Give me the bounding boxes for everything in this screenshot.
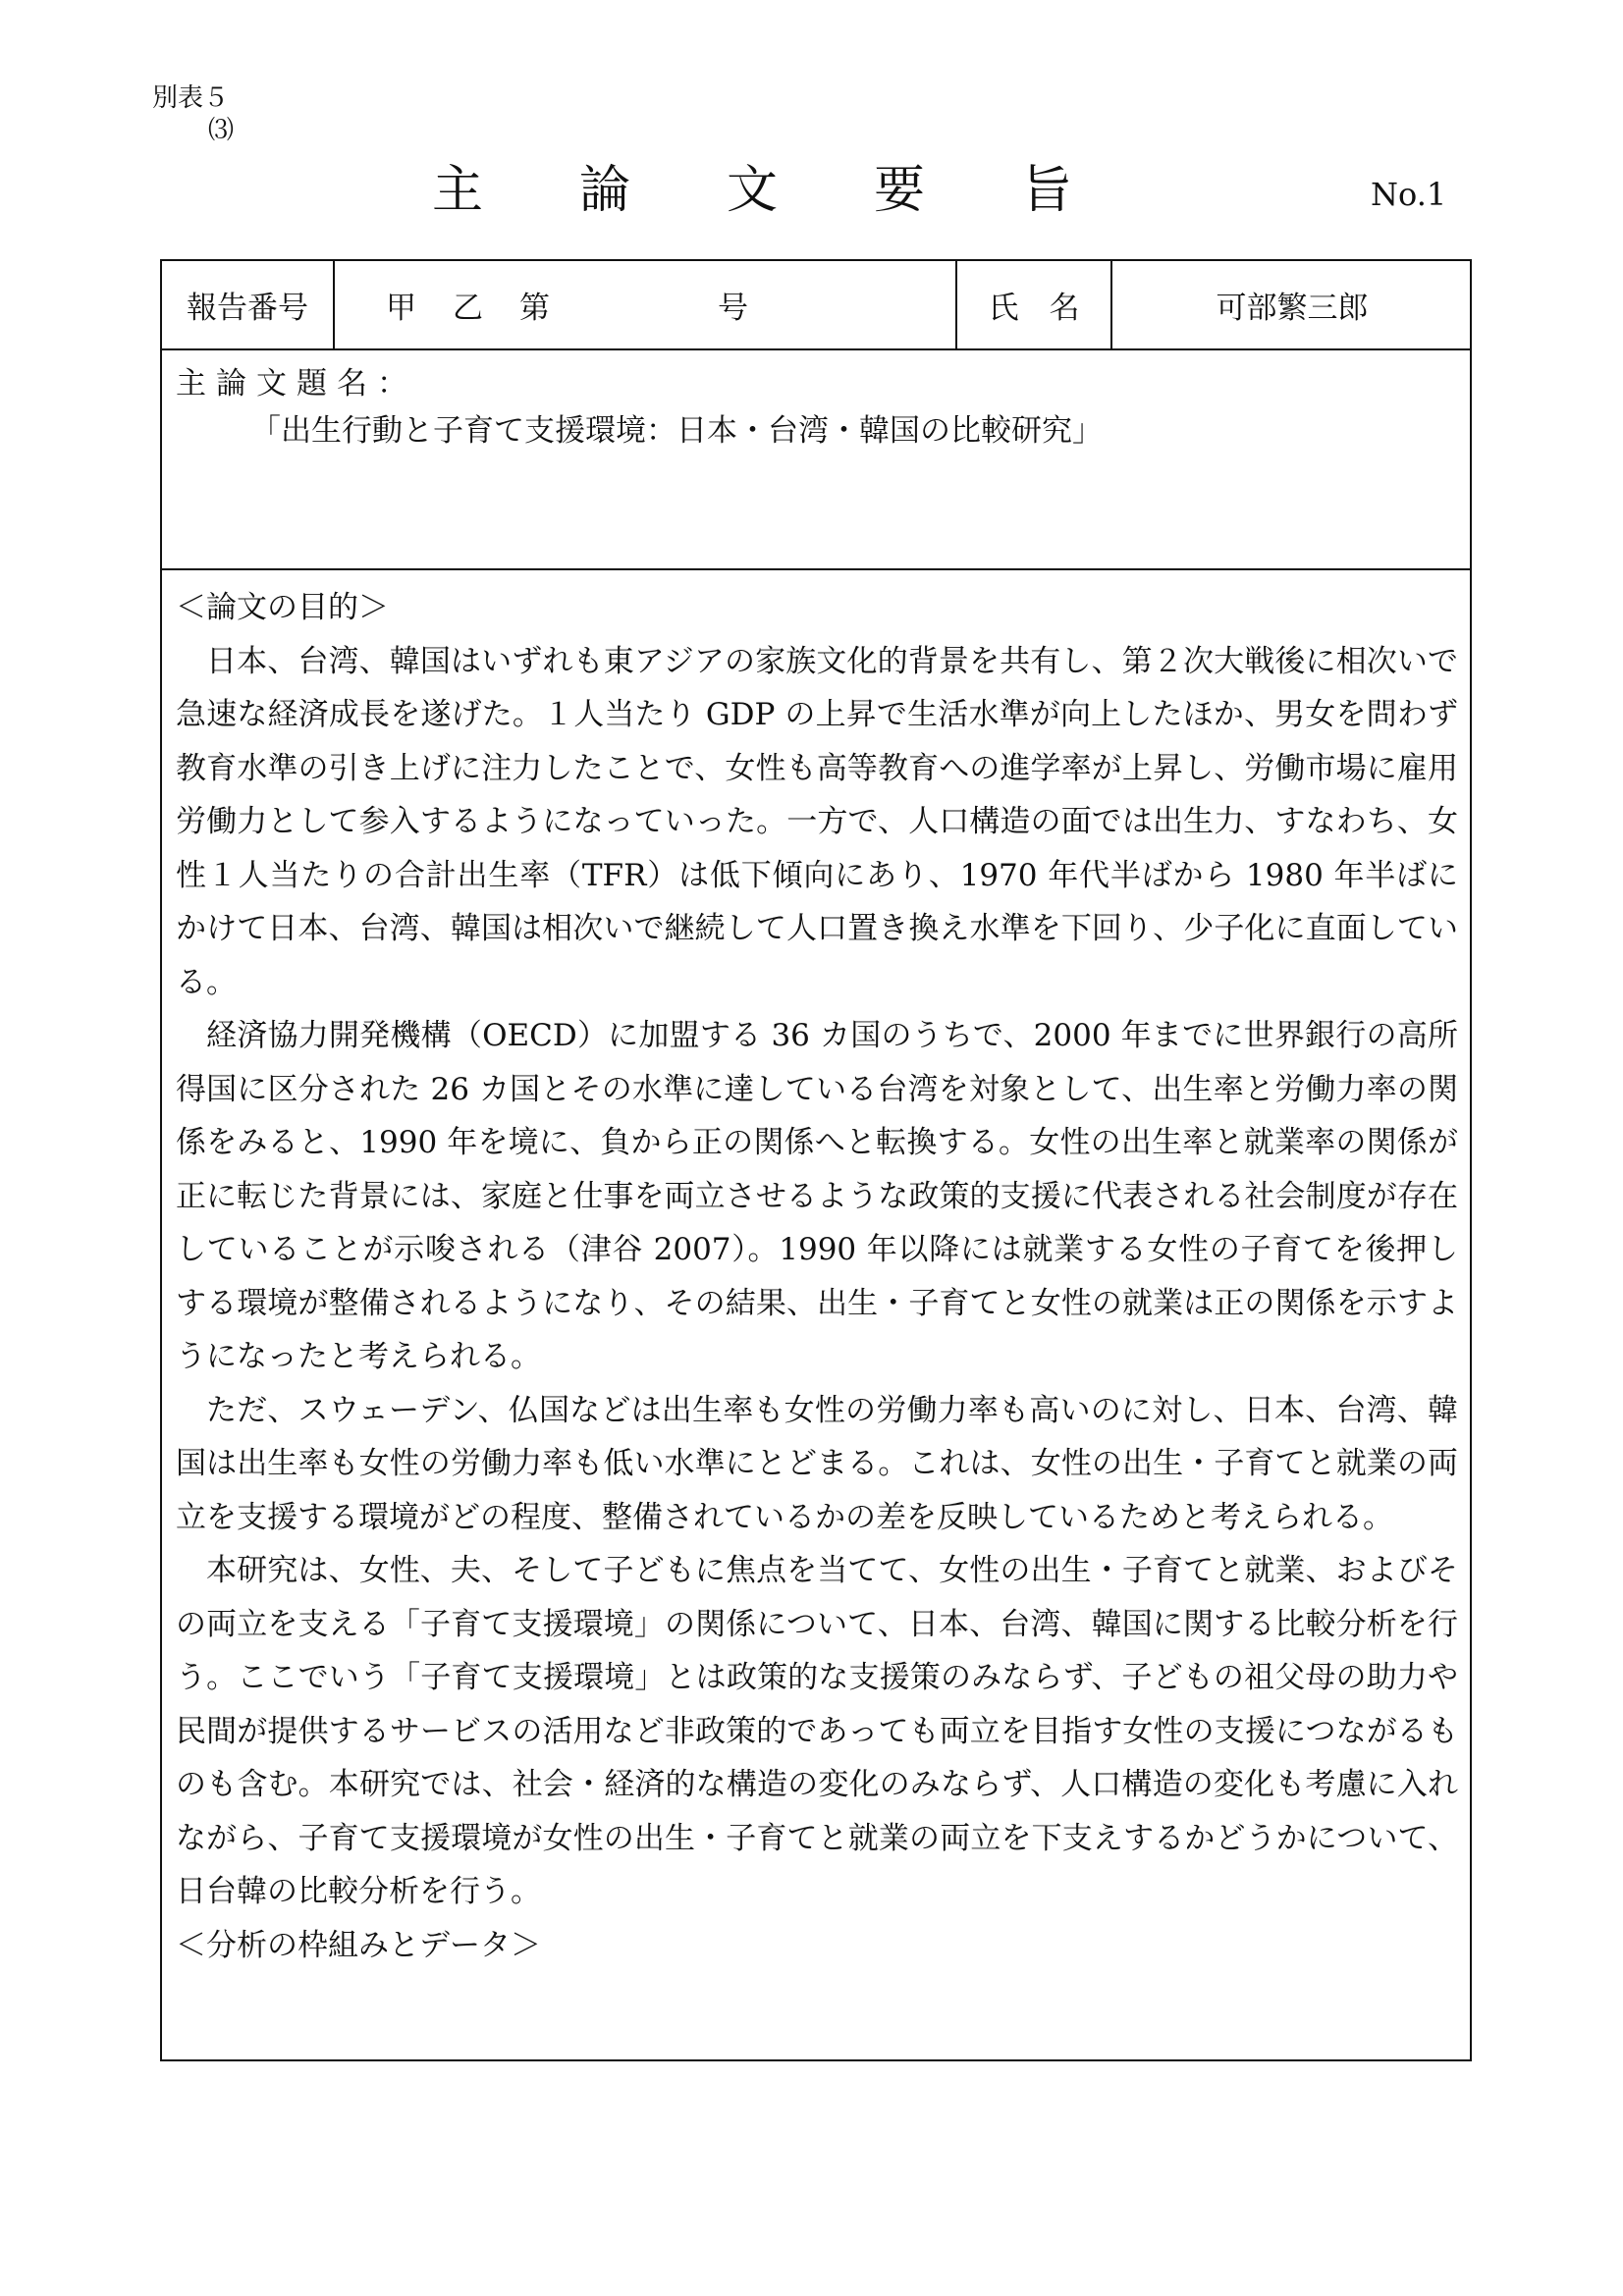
paragraph: 日本、台湾、韓国はいずれも東アジアの家族文化的背景を共有し、第２次大戦後に相次いで急速な経済成長を遂げた。１人当たり GDP の上昇で生活水準が向上したほか、男女を問わず教育水準の引き上げに注力したことで、女性も高等教育への進学率が上昇し、労働市場に雇用労働力として参入するようになっていった。一方で、人口構造の面では出生力、すなわち、女性１人当たりの合計出生率（TFR）は低下傾向にあり、1970 年代半ばから 1980 年半ばにかけて日本、台湾、韓国は相次いで継続して人口置き換え水準を下回り、少子化に直面している。	[176, 643, 1458, 1000]
title-char: 旨	[1021, 161, 1073, 220]
author-name: 可部繁三郎	[1216, 291, 1369, 326]
report-gou: 号	[718, 291, 748, 326]
summary-form	[160, 259, 1472, 2061]
report-number-field	[335, 261, 957, 348]
form-sub-number: ⑶	[208, 116, 235, 145]
title-char: 論	[579, 161, 631, 220]
paragraph: 本研究は、女性、夫、そして子どもに焦点を当てて、女性の出生・子育てと就業、およびその両立を支える「子育て支援環境」の関係について、日本、台湾、韓国に関する比較分析を行う。ここでいう「子育て支援環境」とは政策的な支援策のみならず、子どもの祖父母の助力や民間が提供するサービスの活用など非政策的であっても両立を目指す女性の支援につながるものも含む。本研究では、社会・経済的な構造の変化のみならず、人口構造の変化も考慮に入れながら、子育て支援環境が女性の出生・子育てと就業の両立を下支えするかどうかについて、日台韓の比較分析を行う。	[176, 1553, 1458, 1909]
page-title	[432, 153, 1168, 228]
thesis-title: 「出生行動と子育て支援環境：日本・台湾・韓国の比較研究」	[250, 413, 1103, 449]
title-char: 文	[727, 161, 779, 220]
section-heading-framework: ＜分析の枠組みとデータ＞	[176, 1927, 541, 1963]
name-label: 氏 名	[957, 261, 1112, 348]
section-heading-purpose: ＜論文の目的＞	[176, 590, 389, 625]
form-number: 別表５	[152, 83, 230, 113]
report-kou: 甲	[386, 291, 416, 326]
thesis-title-section	[162, 350, 1470, 570]
report-otsu: 乙	[453, 291, 483, 326]
title-char: 要	[874, 161, 926, 220]
report-row	[162, 261, 1470, 350]
summary-body	[176, 581, 1458, 1972]
report-dai: 第	[519, 291, 550, 326]
title-char: 主	[432, 161, 484, 220]
paragraph: 経済協力開発機構（OECD）に加盟する 36 カ国のうちで、2000 年までに世界銀行の高所得国に区分された 26 カ国とその水準に達している台湾を対象として、出生率と労働力率の関係をみると、1990 年を境に、負から正の関係へと転換する。女性の出生率と就業率の関係が正に転じた背景には、家庭と仕事を両立させるような政策的支援に代表される社会制度が存在していることが示唆される（津谷 2007）。1990 年以降には就業する女性の子育てを後押しする環境が整備されるようになり、その結果、出生・子育てと女性の就業は正の関係を示すようになったと考えられる。	[176, 1018, 1458, 1374]
paragraph: ただ、スウェーデン、仏国などは出生率も女性の労働力率も高いのに対し、日本、台湾、韓国は出生率も女性の労働力率も低い水準にとどまる。これは、女性の出生・子育てと就業の両立を支援する環境がどの程度、整備されているかの差を反映しているためと考えられる。	[176, 1392, 1458, 1535]
thesis-title-label: 主論文題名：	[176, 366, 417, 401]
page-number: No.1	[1371, 176, 1447, 213]
report-number-label: 報告番号	[162, 261, 335, 348]
